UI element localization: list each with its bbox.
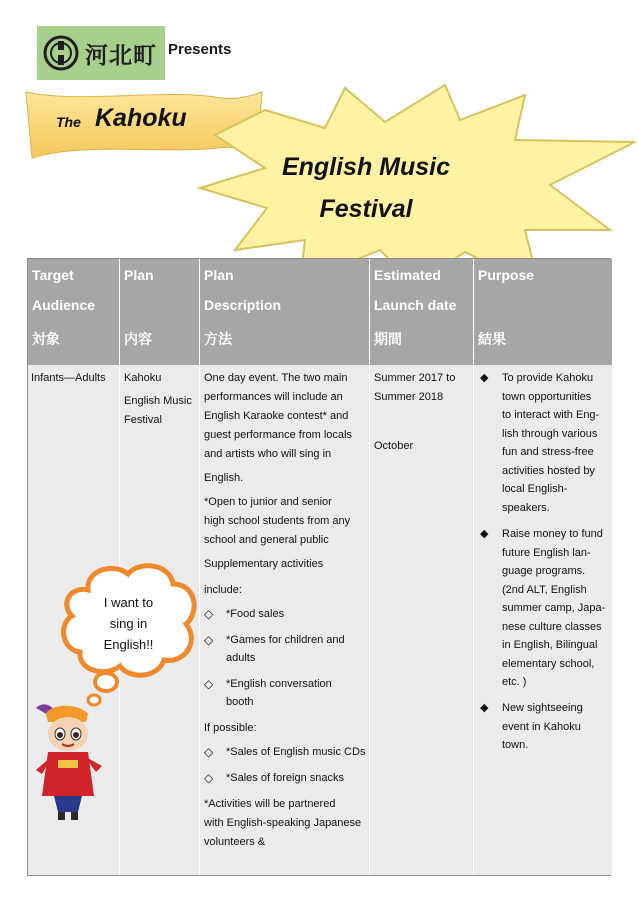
bubble-line: sing in — [109, 616, 148, 631]
target-text: Infants—Adults — [31, 372, 106, 384]
town-seal-icon — [43, 35, 79, 71]
description-line: and artists who will sing in — [204, 448, 332, 460]
header-description-line2: Description — [204, 297, 282, 313]
cell-description — [200, 365, 370, 875]
purpose-line: fun and stress-free — [502, 446, 594, 458]
description-note: *Open to junior and senior — [204, 496, 332, 508]
purpose-line: elementary school, — [502, 658, 595, 670]
description-line: English. — [204, 472, 244, 484]
description-line: guest performance from locals — [204, 429, 352, 441]
diamond-outline-icon: ◇ — [204, 745, 214, 759]
bubble-line: I want to — [103, 595, 154, 610]
purpose-line: To provide Kahoku — [502, 372, 594, 384]
mascot-character — [28, 700, 108, 825]
description-line: One day event. The two main — [204, 372, 348, 384]
purpose-line: lish through various — [502, 428, 598, 440]
presents-label: Presents — [168, 41, 232, 58]
partner-line: with English-speaking Japanese — [204, 817, 362, 829]
plan-line: Kahoku — [124, 372, 162, 384]
header-description — [200, 259, 370, 365]
description-note: high school students from any — [204, 515, 351, 527]
partner-line: volunteers & — [204, 836, 266, 848]
diamond-outline-icon: ◇ — [204, 607, 214, 621]
header-plan-jp: 内容 — [124, 332, 152, 348]
cell-purpose — [474, 365, 612, 875]
purpose-line: to interact with Eng- — [502, 409, 600, 421]
bubble-text — [86, 592, 171, 655]
purpose-line: speakers. — [502, 502, 550, 514]
purpose-line: town. — [502, 739, 529, 751]
header-target-jp: 対象 — [32, 332, 60, 348]
purpose-line: future English lan- — [502, 547, 591, 559]
diamond-filled-icon: ◆ — [480, 528, 489, 540]
diamond-outline-icon: ◇ — [204, 771, 214, 785]
item-text: *English conversation — [226, 678, 332, 690]
header-purpose-jp: 結果 — [478, 332, 506, 348]
header-plan — [120, 259, 200, 365]
logo-text: 河北町 — [85, 42, 157, 69]
diamond-filled-icon: ◆ — [480, 372, 489, 384]
purpose-line: local English- — [502, 483, 568, 495]
purpose-line: activities hosted by — [502, 465, 595, 477]
item-text: *Games for children and — [226, 634, 345, 646]
purpose-line: Raise money to fund — [502, 528, 603, 540]
purpose-line: in English, Bilingual — [502, 639, 598, 651]
purpose-line: town opportunities — [502, 391, 592, 403]
town-logo — [37, 26, 165, 80]
header-launch-line1: Estimated — [374, 267, 441, 283]
item-text: booth — [226, 696, 254, 708]
item-text: adults — [226, 652, 256, 664]
title-kahoku: Kahoku — [95, 104, 187, 132]
description-note: school and general public — [204, 534, 329, 546]
header-launch-jp: 期間 — [374, 332, 402, 348]
launch-line: Summer 2017 to — [374, 372, 456, 384]
diamond-filled-icon: ◆ — [480, 702, 489, 714]
title-the: The — [56, 114, 81, 130]
plan-line: Festival — [124, 414, 162, 426]
item-text: *Food sales — [226, 608, 285, 620]
header-purpose-line1: Purpose — [478, 267, 535, 283]
header-target-line1: Target — [32, 267, 74, 283]
purpose-line: summer camp, Japa- — [502, 602, 606, 614]
description-line: English Karaoke contest* and — [204, 410, 349, 422]
purpose-line: nese culture classes — [502, 621, 602, 633]
supplementary-label: Supplementary activities — [204, 558, 324, 570]
header-description-line1: Plan — [204, 267, 234, 283]
header-purpose — [474, 259, 612, 365]
purpose-line: guage programs. — [502, 565, 586, 577]
supplementary-label: include: — [204, 584, 242, 596]
bubble-line: English!! — [103, 637, 154, 652]
launch-line: October — [374, 440, 414, 452]
plan-line: English Music — [124, 395, 192, 407]
partner-line: *Activities will be partnered — [204, 798, 336, 810]
header-target-line2: Audience — [32, 297, 96, 313]
cell-launch — [370, 365, 474, 875]
title-festival: Festival — [319, 195, 413, 223]
purpose-line: etc. ) — [502, 676, 527, 688]
item-text: *Sales of foreign snacks — [226, 772, 345, 784]
purpose-line: event in Kahoku — [502, 721, 581, 733]
if-possible-label: If possible: — [204, 722, 257, 734]
diamond-outline-icon: ◇ — [204, 633, 214, 647]
purpose-line: (2nd ALT, English — [502, 584, 587, 596]
description-line: performances will include an — [204, 391, 343, 403]
header-plan-line1: Plan — [124, 267, 154, 283]
header-target — [28, 259, 120, 365]
header-launch-line2: Launch date — [374, 297, 457, 313]
item-text: *Sales of English music CDs — [226, 746, 366, 758]
header-description-jp: 方法 — [204, 332, 232, 348]
title-english-music: English Music — [281, 153, 451, 181]
purpose-line: New sightseeing — [502, 702, 583, 714]
diamond-outline-icon: ◇ — [204, 677, 214, 691]
launch-line: Summer 2018 — [374, 391, 444, 403]
header-launch — [370, 259, 474, 365]
